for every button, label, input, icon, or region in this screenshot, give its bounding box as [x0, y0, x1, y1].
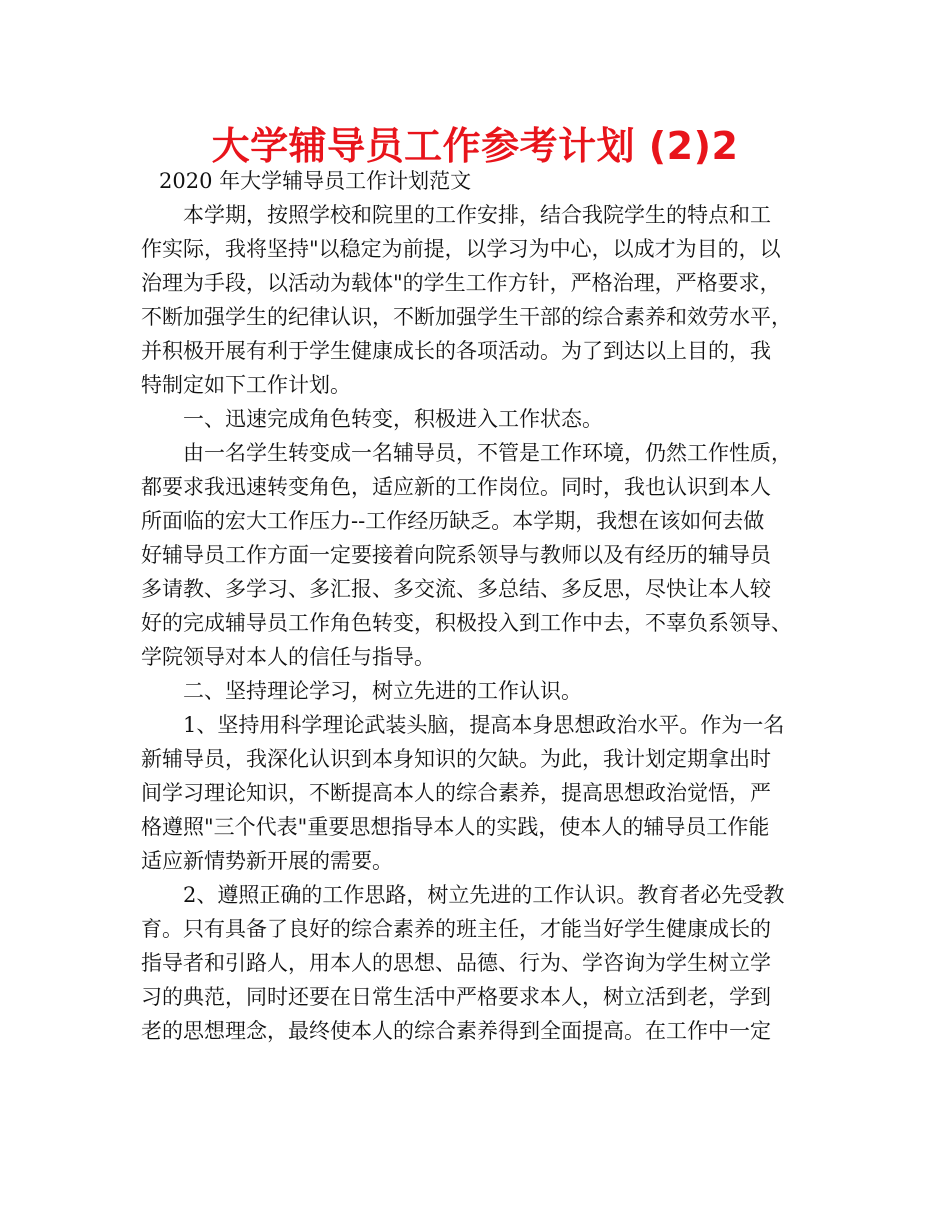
text-line: 治理为手段，以活动为载体"的学生工作方针，严格治理，严格要求，	[141, 271, 781, 295]
document-body	[141, 164, 831, 1048]
text-line: 育。只有具备了良好的综合素养的班主任，才能当好学生健康成长的	[141, 917, 771, 941]
text-line: 2、遵照正确的工作思路，树立先进的工作认识。教育者必先受教	[183, 883, 785, 907]
text-line: 并积极开展有利于学生健康成长的各项活动。为了到达以上目的，我	[141, 339, 771, 363]
text-line: 好辅导员工作方面一定要接着向院系领导与教师以及有经历的辅导员	[141, 543, 771, 567]
text-line: 二、坚持理论学习，树立先进的工作认识。	[183, 679, 582, 703]
text-line: 作实际，我将坚持"以稳定为前提，以学习为中心，以成才为目的，以	[141, 237, 781, 261]
text-line: 老的思想理念，最终使本人的综合素养得到全面提高。在工作中一定	[141, 1019, 771, 1043]
text-line: 格遵照"三个代表"重要思想指导本人的实践，使本人的辅导员工作能	[141, 815, 770, 839]
text-line: 好的完成辅导员工作角色转变，积极投入到工作中去，不辜负系领导、	[141, 611, 792, 635]
text-line: 2020 年大学辅导员工作计划范文	[159, 169, 472, 193]
text-line: 由一名学生转变成一名辅导员，不管是工作环境，仍然工作性质，	[183, 441, 792, 465]
text-line: 所面临的宏大工作压力--工作经历缺乏。本学期，我想在该如何去做	[141, 509, 765, 533]
text-line: 新辅导员，我深化认识到本身知识的欠缺。为此，我计划定期拿出时	[141, 747, 771, 771]
text-line: 间学习理论知识，不断提高本人的综合素养，提高思想政治觉悟，严	[141, 781, 771, 805]
text-line: 1、坚持用科学理论武装头脑，提高本身思想政治水平。作为一名	[183, 713, 785, 737]
text-line: 指导者和引路人，用本人的思想、品德、行为、学咨询为学生树立学	[141, 951, 771, 975]
text-line: 习的典范，同时还要在日常生活中严格要求本人，树立活到老，学到	[141, 985, 771, 1009]
text-line: 都要求我迅速转变角色，适应新的工作岗位。同时，我也认识到本人	[141, 475, 771, 499]
document-title: 大学辅导员工作参考计划 (2)2	[211, 124, 739, 168]
text-line: 一、迅速完成角色转变，积极进入工作状态。	[183, 407, 603, 431]
text-line: 特制定如下工作计划。	[141, 373, 351, 397]
text-line: 本学期，按照学校和院里的工作安排，结合我院学生的特点和工	[183, 203, 771, 227]
text-line: 多请教、多学习、多汇报、多交流、多总结、多反思，尽快让本人较	[141, 577, 771, 601]
text-line: 学院领导对本人的信任与指导。	[141, 645, 435, 669]
text-line: 适应新情势新开展的需要。	[141, 849, 393, 873]
text-line: 不断加强学生的纪律认识，不断加强学生干部的综合素养和效劳水平，	[141, 305, 792, 329]
